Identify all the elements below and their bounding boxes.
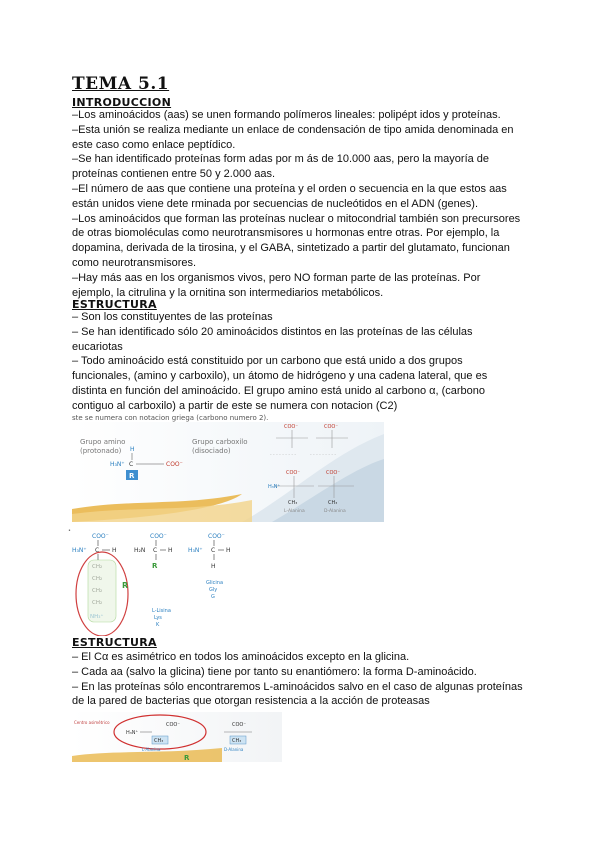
glycine-abbrev: Gly	[209, 587, 218, 593]
amino-group-label: Grupo amino	[80, 438, 126, 446]
lysine-code: K	[156, 622, 160, 628]
lysine-amino: H₃N⁺	[72, 547, 87, 554]
isomer-methyl: CH₃	[288, 500, 298, 506]
estructura-heading-2: ESTRUCTURA	[72, 636, 157, 649]
intro-line: están unidos viene dete rminada por secuencias de nucleótidos en el ADN (genes).	[72, 197, 479, 210]
d-alanine-coo: COO⁻	[232, 722, 247, 728]
lysine-glycine-figure	[66, 524, 286, 636]
isomer-coo: COO⁻	[284, 424, 299, 430]
glycine-code: G	[211, 594, 215, 600]
page-title: TEMA 5.1	[72, 74, 170, 94]
isomer-methyl: CH₃	[328, 500, 338, 506]
generic-hydrogen: H	[168, 547, 173, 554]
isomer-amino: H₃N⁺	[268, 484, 281, 490]
estructura-paragraph	[72, 310, 532, 414]
svg-text:C: C	[129, 461, 134, 468]
carboxyl-group: COO⁻	[166, 461, 183, 468]
svg-text:- - - - - - - - -: - - - - - - - - -	[310, 453, 337, 458]
alpha-hydrogen: H	[130, 446, 135, 453]
estructura-line: funcionales, (amino y carboxilo), un átomo de hidrógeno y una cadena lateral, que es	[72, 370, 488, 383]
estructura-paragraph-2	[72, 650, 532, 709]
d-alanine-label: D-Alanina	[324, 509, 346, 514]
estructura-line: – Son los constituyentes de las proteínas	[72, 311, 273, 323]
r-group-label: R	[129, 472, 135, 480]
generic-coo: COO⁻	[150, 533, 167, 540]
glycine-amino: H₃N⁺	[188, 547, 203, 554]
asymmetric-note: Centro asimétrico	[74, 720, 110, 725]
alpha-hydrogen: H	[112, 547, 117, 554]
glycine-name: Glicina	[206, 580, 224, 586]
estructura-line: – El Cα es asimétrico en todos los aminoácidos excepto en la glicina.	[72, 651, 410, 663]
intro-line: como neurotransmisores.	[72, 256, 197, 269]
intro-line: este caso como enlace peptídico.	[72, 138, 236, 151]
intro-line: ejemplo, la citrulina y la ornitina son intermediarios metabólicos.	[72, 286, 384, 299]
d-alanine-methyl: CH₃	[232, 738, 242, 744]
generic-carbon: C	[153, 547, 158, 554]
r-group-label: R	[184, 754, 190, 762]
intro-line: proteínas contienen entre 50 y 2.000 aas.	[72, 168, 276, 181]
estructura-line: – En las proteínas sólo encontraremos L-aminoácidos salvo en el caso de algunas proteínas	[72, 680, 523, 693]
carboxyl-group-sublabel: (disociado)	[192, 447, 231, 455]
intro-line: –Los aminoácidos que forman las proteínas nuclear o mitocondrial también son precursores	[72, 212, 521, 225]
estructura-line: – Todo aminoácido está constituido por un carbono que está unido a dos grupos	[72, 355, 463, 368]
generic-amino: H₂N	[134, 547, 146, 554]
estructura-line: – Cada aa (salvo la glicina) tiene por tanto su enantiómero: la forma D-aminoácido.	[72, 665, 477, 678]
estructura-line: de la pared de bacterias que otorgan resistencia a la acción de proteasas	[72, 695, 430, 708]
isomer-coo: COO⁻	[286, 470, 301, 476]
l-alanine-amino: H₃N⁺	[126, 730, 139, 736]
intro-line: –Esta unión se realiza mediante un enlace de condensación de tipo amida denominada en	[72, 123, 514, 136]
l-alanine-label: L-Alanina	[284, 509, 305, 514]
lysine-coo: COO⁻	[92, 533, 109, 540]
glycine-coo: COO⁻	[208, 533, 225, 540]
intro-line: dopamina, derivada de la tirosina, y el GABA, sintetizado a partir del glutamato, funcionan	[72, 242, 510, 255]
carboxyl-group-label: Grupo carboxilo	[192, 438, 248, 446]
intro-line: –Los aminoácidos (aas) se unen formando polímeros lineales: polipépt idos y proteínas.	[72, 109, 501, 121]
svg-text:•: •	[68, 528, 71, 534]
estructura-line: contiguo al carboxilo) a partir de este se numera con notacion (C2)	[72, 399, 398, 412]
r-group-label: R	[122, 581, 129, 590]
lysine-name: L-Lisina	[152, 608, 171, 614]
d-alanine-label: D-Alanina	[224, 747, 244, 752]
svg-text:- - - - - - - - -: - - - - - - - - -	[270, 453, 297, 458]
isomer-coo: COO⁻	[326, 470, 341, 476]
lysine-abbrev: Lys	[154, 615, 162, 621]
glycine-side-h: H	[211, 563, 216, 570]
estructura-line: eucariotas	[72, 340, 123, 353]
estructura-line: distinta en función del aminoácido. El grupo amino está unido al carbono α, (carbono	[72, 384, 486, 397]
intro-line: –Hay más aas en los organismos vivos, pero NO forman parte de las proteínas. Por	[72, 271, 481, 284]
intro-heading: INTRODUCCION	[72, 96, 172, 109]
glycine-carbon: C	[211, 547, 216, 554]
intro-line: –Se han identificado proteínas form adas por m ás de 10.000 aas, pero la mayoría de	[72, 153, 490, 166]
estructura-heading: ESTRUCTURA	[72, 298, 157, 311]
alanine-enantiomers-figure	[72, 712, 282, 762]
alpha-carbon: C	[95, 547, 100, 554]
amino-acid-figure	[72, 414, 384, 522]
l-alanine-label: L-Alanina	[142, 747, 161, 752]
estructura-line: – Se han identificado sólo 20 aminoácidos distintos en las proteínas de las células	[72, 325, 473, 338]
l-alanine-methyl: CH₃	[154, 738, 164, 744]
intro-paragraph	[72, 108, 532, 300]
intro-line: –El número de aas que contiene una proteína y el orden o secuencia en la que estos aas	[72, 182, 507, 195]
amino-group: H₃N⁺	[110, 461, 125, 468]
generic-r: R	[152, 562, 158, 570]
l-alanine-coo: COO⁻	[166, 722, 181, 728]
intro-line: de otras biomoléculas como neurotransmisores u hormonas entre otras. Por ejemplo, la	[72, 227, 500, 240]
glycine-hydrogen: H	[226, 547, 231, 554]
figure-caption: ste se numera con notacion griega (carbono numero 2).	[72, 414, 269, 422]
isomer-coo: COO⁻	[324, 424, 339, 430]
amino-group-sublabel: (protonado)	[80, 447, 122, 455]
